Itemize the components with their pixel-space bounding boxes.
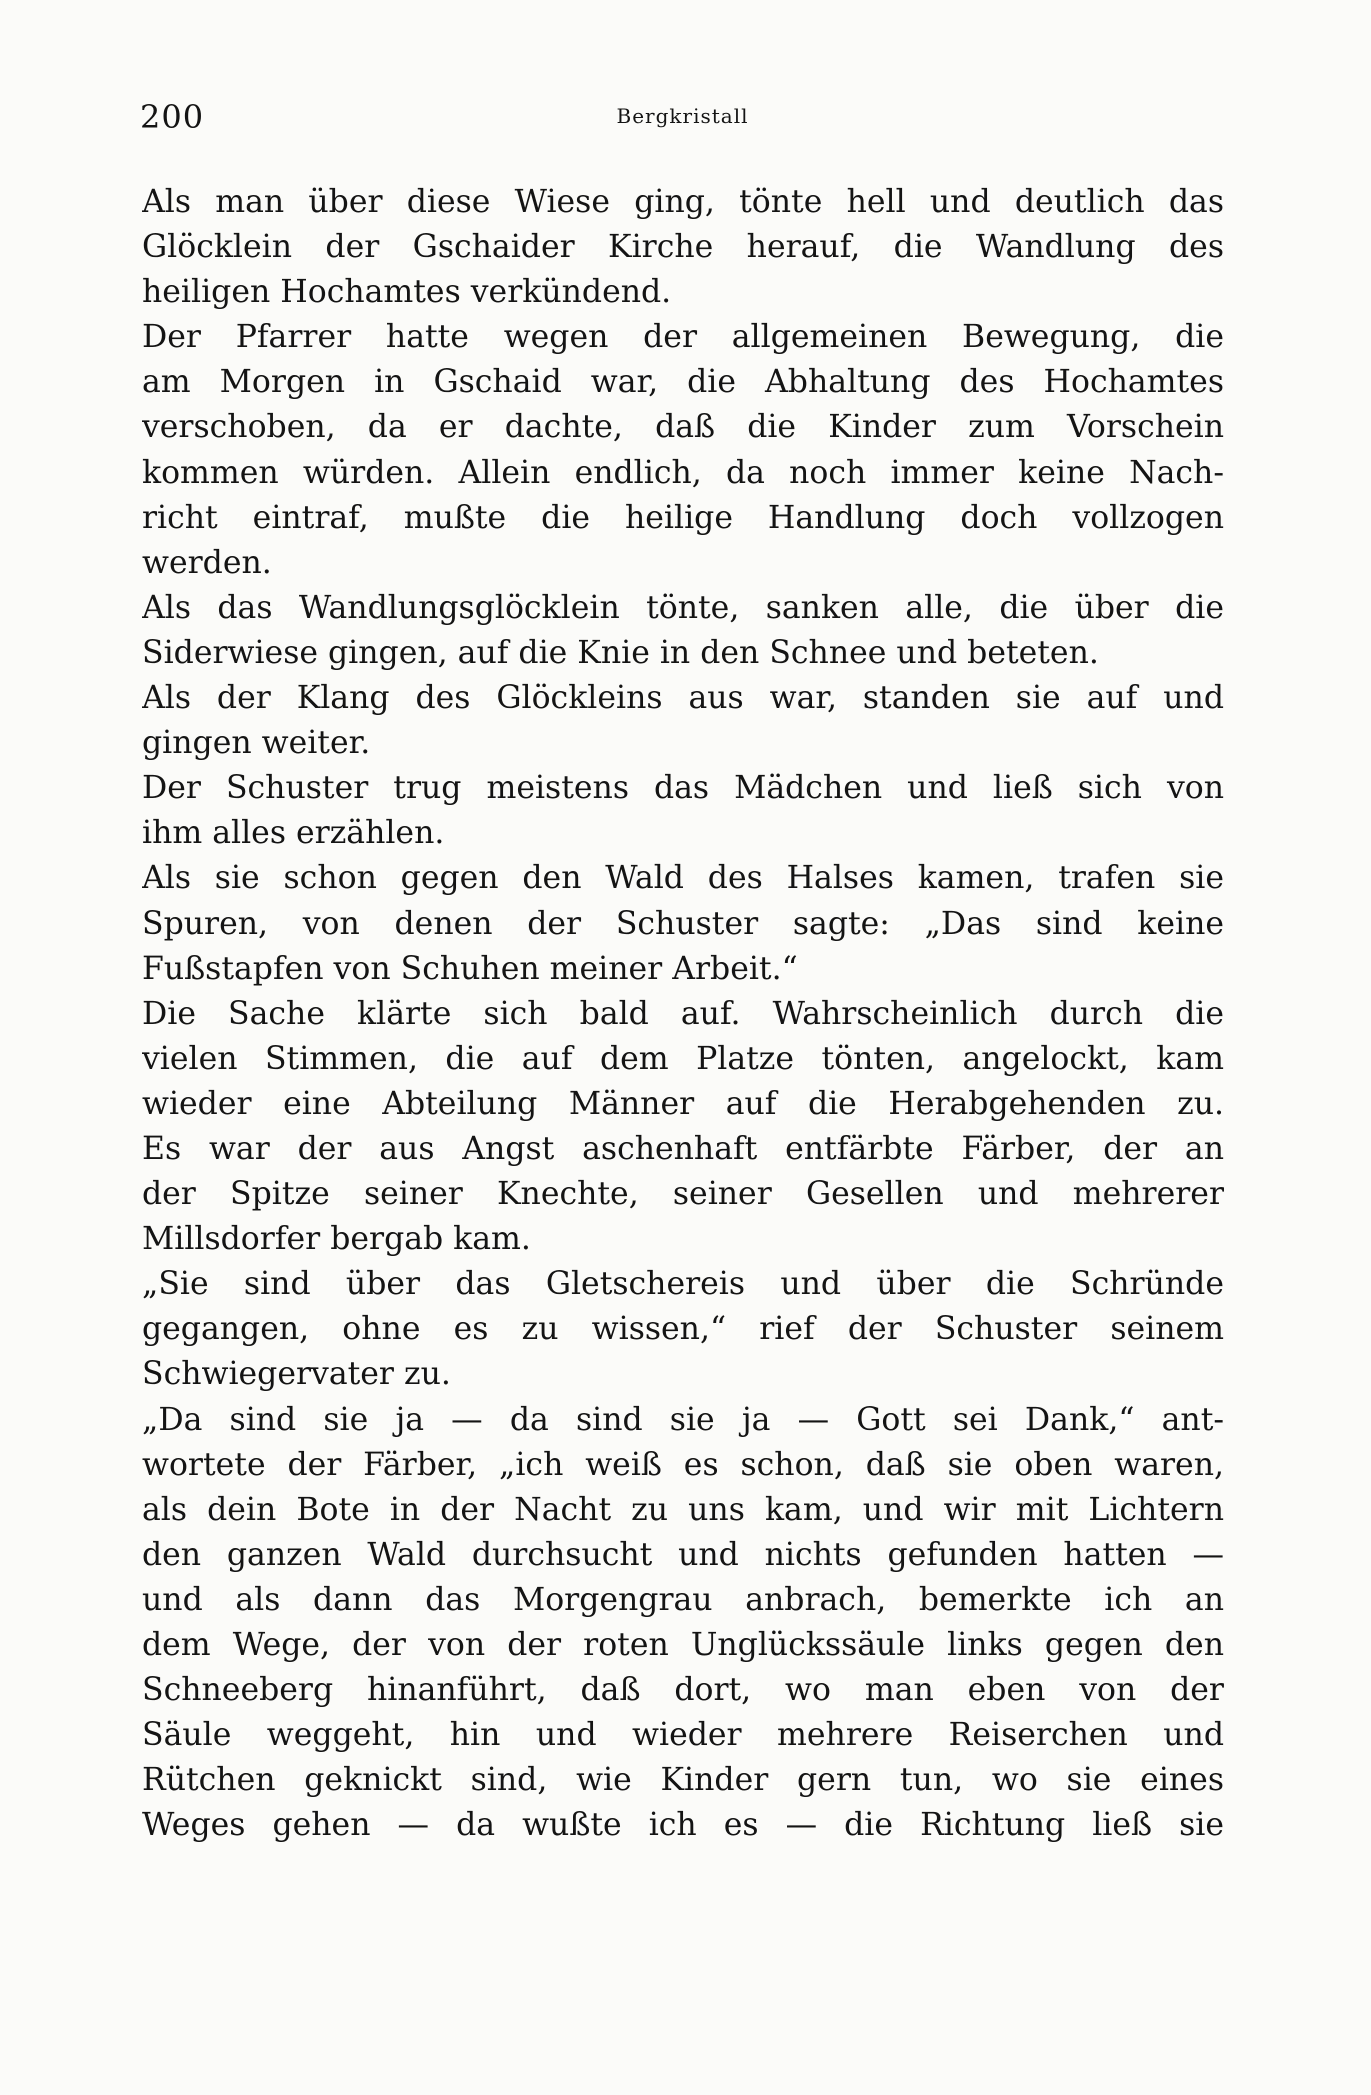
text-line: Schwiegervater zu. (142, 1356, 451, 1393)
text-line: den ganzen Wald durchsucht und nichts gefunden hatten — (142, 1536, 1224, 1573)
text-line: Fußstapfen von Schuhen meiner Arbeit.“ (142, 950, 798, 987)
text-line: Glöcklein der Gschaider Kirche herauf, die Wandlung des (142, 229, 1224, 266)
text-line: Der Schuster trug meistens das Mädchen und ließ sich von (142, 770, 1224, 807)
text-line: „Da sind sie ja — da sind sie ja — Gott sei Dank,“ ant- (142, 1401, 1224, 1438)
text-line: Siderwiese gingen, auf die Knie in den Schnee und beteten. (142, 634, 1099, 671)
text-line: Die Sache klärte sich bald auf. Wahrscheinlich durch die (142, 995, 1224, 1032)
text-line: Rütchen geknickt sind, wie Kinder gern tun, wo sie eines (142, 1762, 1224, 1799)
text-line: verschoben, da er dachte, daß die Kinder zum Vorschein (142, 409, 1224, 446)
text-line: Spuren, von denen der Schuster sagte: „Das sind keine (142, 905, 1224, 942)
text-line: als dein Bote in der Nacht zu uns kam, und wir mit Lichtern (142, 1491, 1224, 1528)
text-line: ihm alles erzählen. (142, 815, 445, 852)
text-line: Millsdorfer bergab kam. (142, 1221, 531, 1258)
page-number: 200 (140, 98, 205, 136)
text-line: wortete der Färber, „ich weiß es schon, daß sie oben waren, (142, 1446, 1224, 1483)
text-line: Als der Klang des Glöckleins aus war, standen sie auf und (142, 680, 1224, 717)
page-header (140, 98, 1225, 148)
text-line: werden. (142, 544, 272, 581)
text-line: Säule weggeht, hin und wieder mehrere Reiserchen und (142, 1717, 1224, 1754)
text-line: „Sie sind über das Gletschereis und über die Schründe (142, 1266, 1224, 1303)
running-title: Bergkristall (616, 104, 749, 128)
text-line: Als sie schon gegen den Wald des Halses kamen, trafen sie (142, 860, 1224, 897)
text-line: wieder eine Abteilung Männer auf die Herabgehenden zu. (142, 1085, 1224, 1122)
text-line: am Morgen in Gschaid war, die Abhaltung des Hochamtes (142, 364, 1224, 401)
text-line: und als dann das Morgengrau anbrach, bemerkte ich an (142, 1581, 1224, 1618)
text-line: Der Pfarrer hatte wegen der allgemeinen Bewegung, die (142, 319, 1224, 356)
text-line: Schneeberg hinanführt, daß dort, wo man eben von der (142, 1672, 1224, 1709)
text-line: richt eintraf, mußte die heilige Handlung doch vollzogen (142, 499, 1224, 536)
text-line: heiligen Hochamtes verkündend. (142, 274, 672, 311)
text-line: der Spitze seiner Knechte, seiner Gesellen und mehrerer (142, 1176, 1224, 1213)
text-line: Als das Wandlungsglöcklein tönte, sanken alle, die über die (142, 589, 1224, 626)
text-line: Es war der aus Angst aschenhaft entfärbte Färber, der an (142, 1130, 1224, 1167)
text-line: gegangen, ohne es zu wissen,“ rief der Schuster seinem (142, 1311, 1224, 1348)
text-line: dem Wege, der von der roten Unglückssäule links gegen den (142, 1627, 1224, 1663)
text-line: kommen würden. Allein endlich, da noch immer keine Nach- (142, 454, 1224, 491)
text-line: vielen Stimmen, die auf dem Platze tönten, angelockt, kam (142, 1040, 1224, 1077)
text-line: Als man über diese Wiese ging, tönte hell und deutlich das (142, 184, 1224, 220)
text-line: Weges gehen — da wußte ich es — die Richtung ließ sie (142, 1807, 1224, 1844)
text-line: gingen weiter. (142, 725, 371, 762)
body-text (142, 180, 1224, 2060)
